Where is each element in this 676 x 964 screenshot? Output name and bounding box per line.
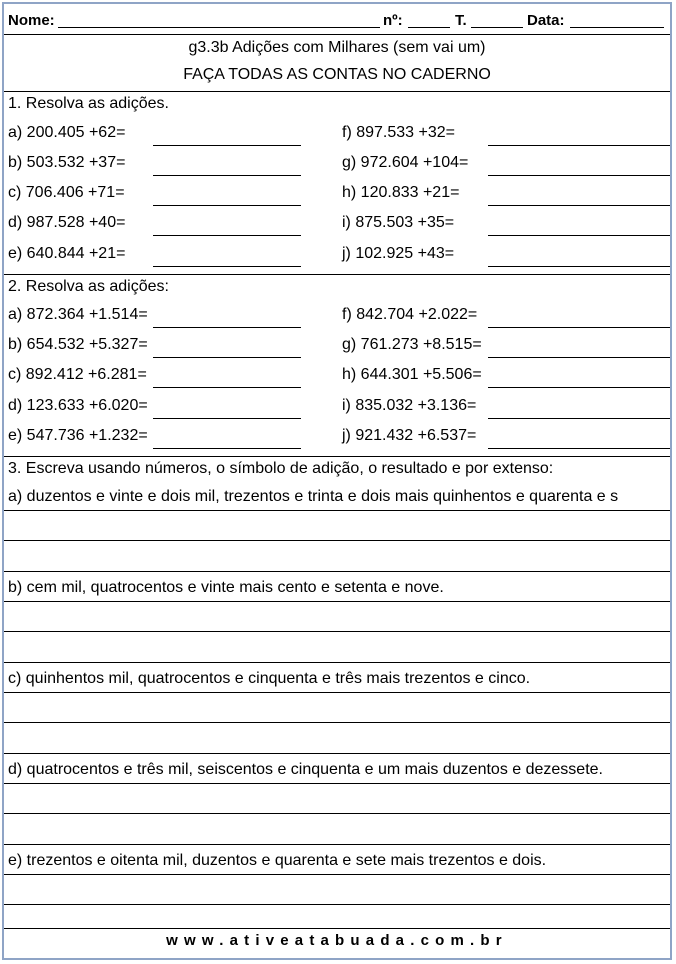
answer-line-2j[interactable] [488,448,670,449]
exercise-2d: d) 123.633 +6.020= [8,397,148,414]
exercise-1j: j) 102.925 +43= [342,245,455,262]
exercise-1f: f) 897.533 +32= [342,124,455,141]
footer-website: www.ativeatabuada.com.br [166,932,508,949]
exercise-2f: f) 842.704 +2.022= [342,306,478,323]
answer-line-2e[interactable] [153,448,301,449]
exercise-2c: c) 892.412 +6.281= [8,366,147,383]
answer-line-1c[interactable] [153,205,301,206]
answer-line-1d[interactable] [153,235,301,236]
worksheet [2,2,672,960]
date-label: Data: [527,12,565,29]
divider [4,91,670,92]
answer-line-1e[interactable] [153,266,301,267]
section1-heading: 1. Resolva as adições. [8,95,169,112]
answer-line-2c[interactable] [153,387,301,388]
answer-line-3c[interactable] [4,753,670,754]
class-label: T. [455,12,467,29]
class-field[interactable] [471,27,523,28]
answer-line-3d[interactable] [4,813,670,814]
exercise-1d: d) 987.528 +40= [8,214,126,231]
answer-line-2a[interactable] [153,327,301,328]
exercise-2j: j) 921.432 +6.537= [342,427,477,444]
answer-line-1i[interactable] [488,235,670,236]
answer-line-3b[interactable] [4,631,670,632]
divider [4,274,670,275]
exercise-2a: a) 872.364 +1.514= [8,306,148,323]
answer-line-3a[interactable] [4,510,670,511]
exercise-2i: i) 835.032 +3.136= [342,397,477,414]
header-row [4,4,670,35]
answer-line-1g[interactable] [488,175,670,176]
answer-line-2b[interactable] [153,357,301,358]
exercise-1g: g) 972.604 +104= [342,154,469,171]
number-field[interactable] [408,27,450,28]
date-field[interactable] [570,27,664,28]
answer-line-1a[interactable] [153,145,301,146]
exercise-2g: g) 761.273 +8.515= [342,336,482,353]
divider [4,456,670,457]
answer-line-2i[interactable] [488,418,670,419]
exercise-1i: i) 875.503 +35= [342,214,455,231]
exercise-3b: b) cem mil, quatrocentos e vinte mais cento e setenta e nove. [8,579,444,596]
section2-heading: 2. Resolva as adições: [8,278,169,295]
number-label: nº: [383,12,403,29]
exercise-2b: b) 654.532 +5.327= [8,336,148,353]
answer-line-3c[interactable] [4,722,670,723]
exercise-3c: c) quinhentos mil, quatrocentos e cinquenta e três mais trezentos e cinco. [8,670,531,687]
answer-line-3c[interactable] [4,692,670,693]
answer-line-2g[interactable] [488,357,670,358]
answer-line-3d[interactable] [4,783,670,784]
answer-line-1f[interactable] [488,145,670,146]
exercise-1c: c) 706.406 +71= [8,184,125,201]
exercise-1e: e) 640.844 +21= [8,245,126,262]
answer-line-1b[interactable] [153,175,301,176]
answer-line-2h[interactable] [488,387,670,388]
answer-line-3e[interactable] [4,904,670,905]
exercise-1b: b) 503.532 +37= [8,154,126,171]
answer-line-3a[interactable] [4,571,670,572]
exercise-3d: d) quatrocentos e três mil, seiscentos e cinquenta e um mais duzentos e dezessete. [8,761,603,778]
exercise-1h: h) 120.833 +21= [342,184,460,201]
exercise-1a: a) 200.405 +62= [8,124,126,141]
page-subtitle: FAÇA TODAS AS CONTAS NO CADERNO [183,66,491,83]
page-title: g3.3b Adições com Milhares (sem vai um) [188,39,486,56]
answer-line-2d[interactable] [153,418,301,419]
answer-line-1j[interactable] [488,266,670,267]
exercise-2h: h) 644.301 +5.506= [342,366,482,383]
section3-heading: 3. Escreva usando números, o símbolo de adição, o resultado e por extenso: [8,460,554,477]
answer-line-2f[interactable] [488,327,670,328]
answer-line-3d[interactable] [4,844,670,845]
name-label: Nome: [8,12,55,29]
name-field[interactable] [58,27,380,28]
exercise-2e: e) 547.736 +1.232= [8,427,148,444]
answer-line-3e[interactable] [4,928,670,929]
exercise-3a: a) duzentos e vinte e dois mil, trezentos e trinta e dois mais quinhentos e quarenta e s [8,488,619,505]
exercise-3e: e) trezentos e oitenta mil, duzentos e quarenta e sete mais trezentos e dois. [8,852,547,869]
answer-line-3b[interactable] [4,662,670,663]
answer-line-3e[interactable] [4,874,670,875]
answer-line-3a[interactable] [4,540,670,541]
answer-line-1h[interactable] [488,205,670,206]
answer-line-3b[interactable] [4,601,670,602]
